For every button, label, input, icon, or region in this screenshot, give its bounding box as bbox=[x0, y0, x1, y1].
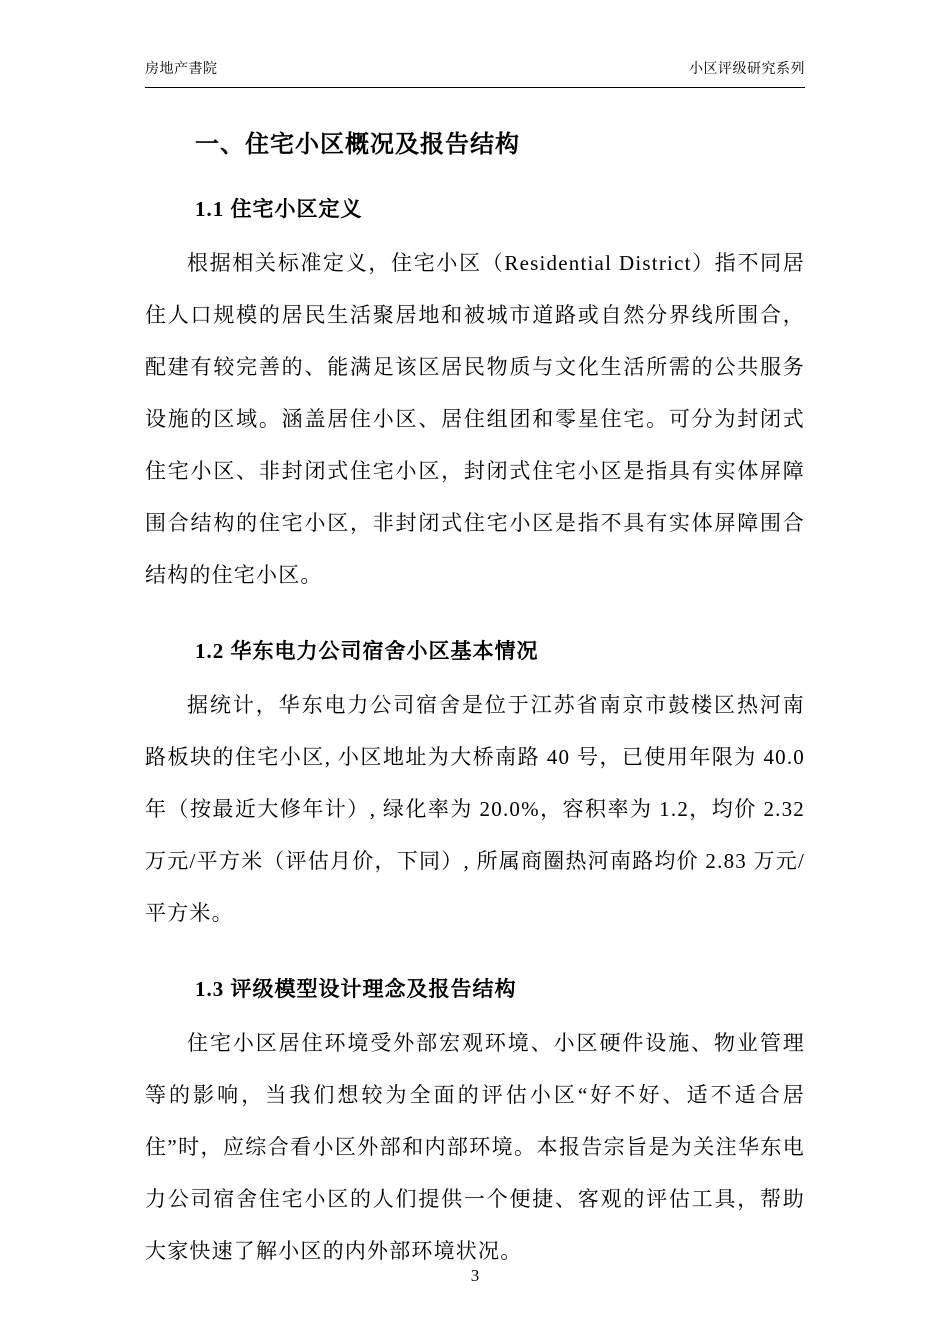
page-number: 3 bbox=[470, 1266, 480, 1285]
section-1-1-paragraph: 根据相关标准定义，住宅小区（Residential District）指不同居住人口规模的居民生活聚居地和被城市道路或自然分界线所围合，配建有较完善的、能满足该区居民物质与文化生活所需的公共服务设施的区域。涵盖居住小区、居住组团和零星住宅。可分为封闭式住宅小区、非封闭式住宅小区，封闭式住宅小区是指具有实体屏障围合结构的住宅小区，非封闭式住宅小区是指不具有实体屏障围合结构的住宅小区。 bbox=[145, 251, 805, 587]
section-1-1-heading: 1.1 住宅小区定义 bbox=[195, 197, 363, 221]
section-1-2-paragraph: 据统计，华东电力公司宿舍是位于江苏省南京市鼓楼区热河南路板块的住宅小区, 小区地址为大桥南路 40 号，已使用年限为 40.0 年（按最近大修年计）, 绿化率为 20.0%，容积率为 1.2，均价 2.32 万元/平方米（评估月价，下同）, 所属商圈热河南路均价 2.83 万元/平方米。 bbox=[145, 693, 805, 925]
section-1-3-paragraph: 住宅小区居住环境受外部宏观环境、小区硬件设施、物业管理等的影响，当我们想较为全面的评估小区“好不好、适不适合居住”时，应综合看小区外部和内部环境。本报告宗旨是为关注华东电力公司宿舍住宅小区的人们提供一个便捷、客观的评估工具，帮助大家快速了解小区的内外部环境状况。 bbox=[145, 1031, 805, 1263]
page-header bbox=[145, 58, 805, 88]
section-1-3 bbox=[145, 973, 805, 1277]
section-1-3-heading: 1.3 评级模型设计理念及报告结构 bbox=[195, 977, 517, 1001]
header-right-text: 小区评级研究系列 bbox=[689, 62, 805, 77]
section-1-1 bbox=[145, 193, 805, 601]
document-title: 一、住宅小区概况及报告结构 bbox=[195, 132, 520, 158]
header-left-text: 房地产書院 bbox=[145, 62, 218, 77]
page-footer bbox=[0, 1266, 950, 1286]
section-1-2-heading: 1.2 华东电力公司宿舍小区基本情况 bbox=[195, 639, 539, 663]
section-1-2 bbox=[145, 635, 805, 939]
